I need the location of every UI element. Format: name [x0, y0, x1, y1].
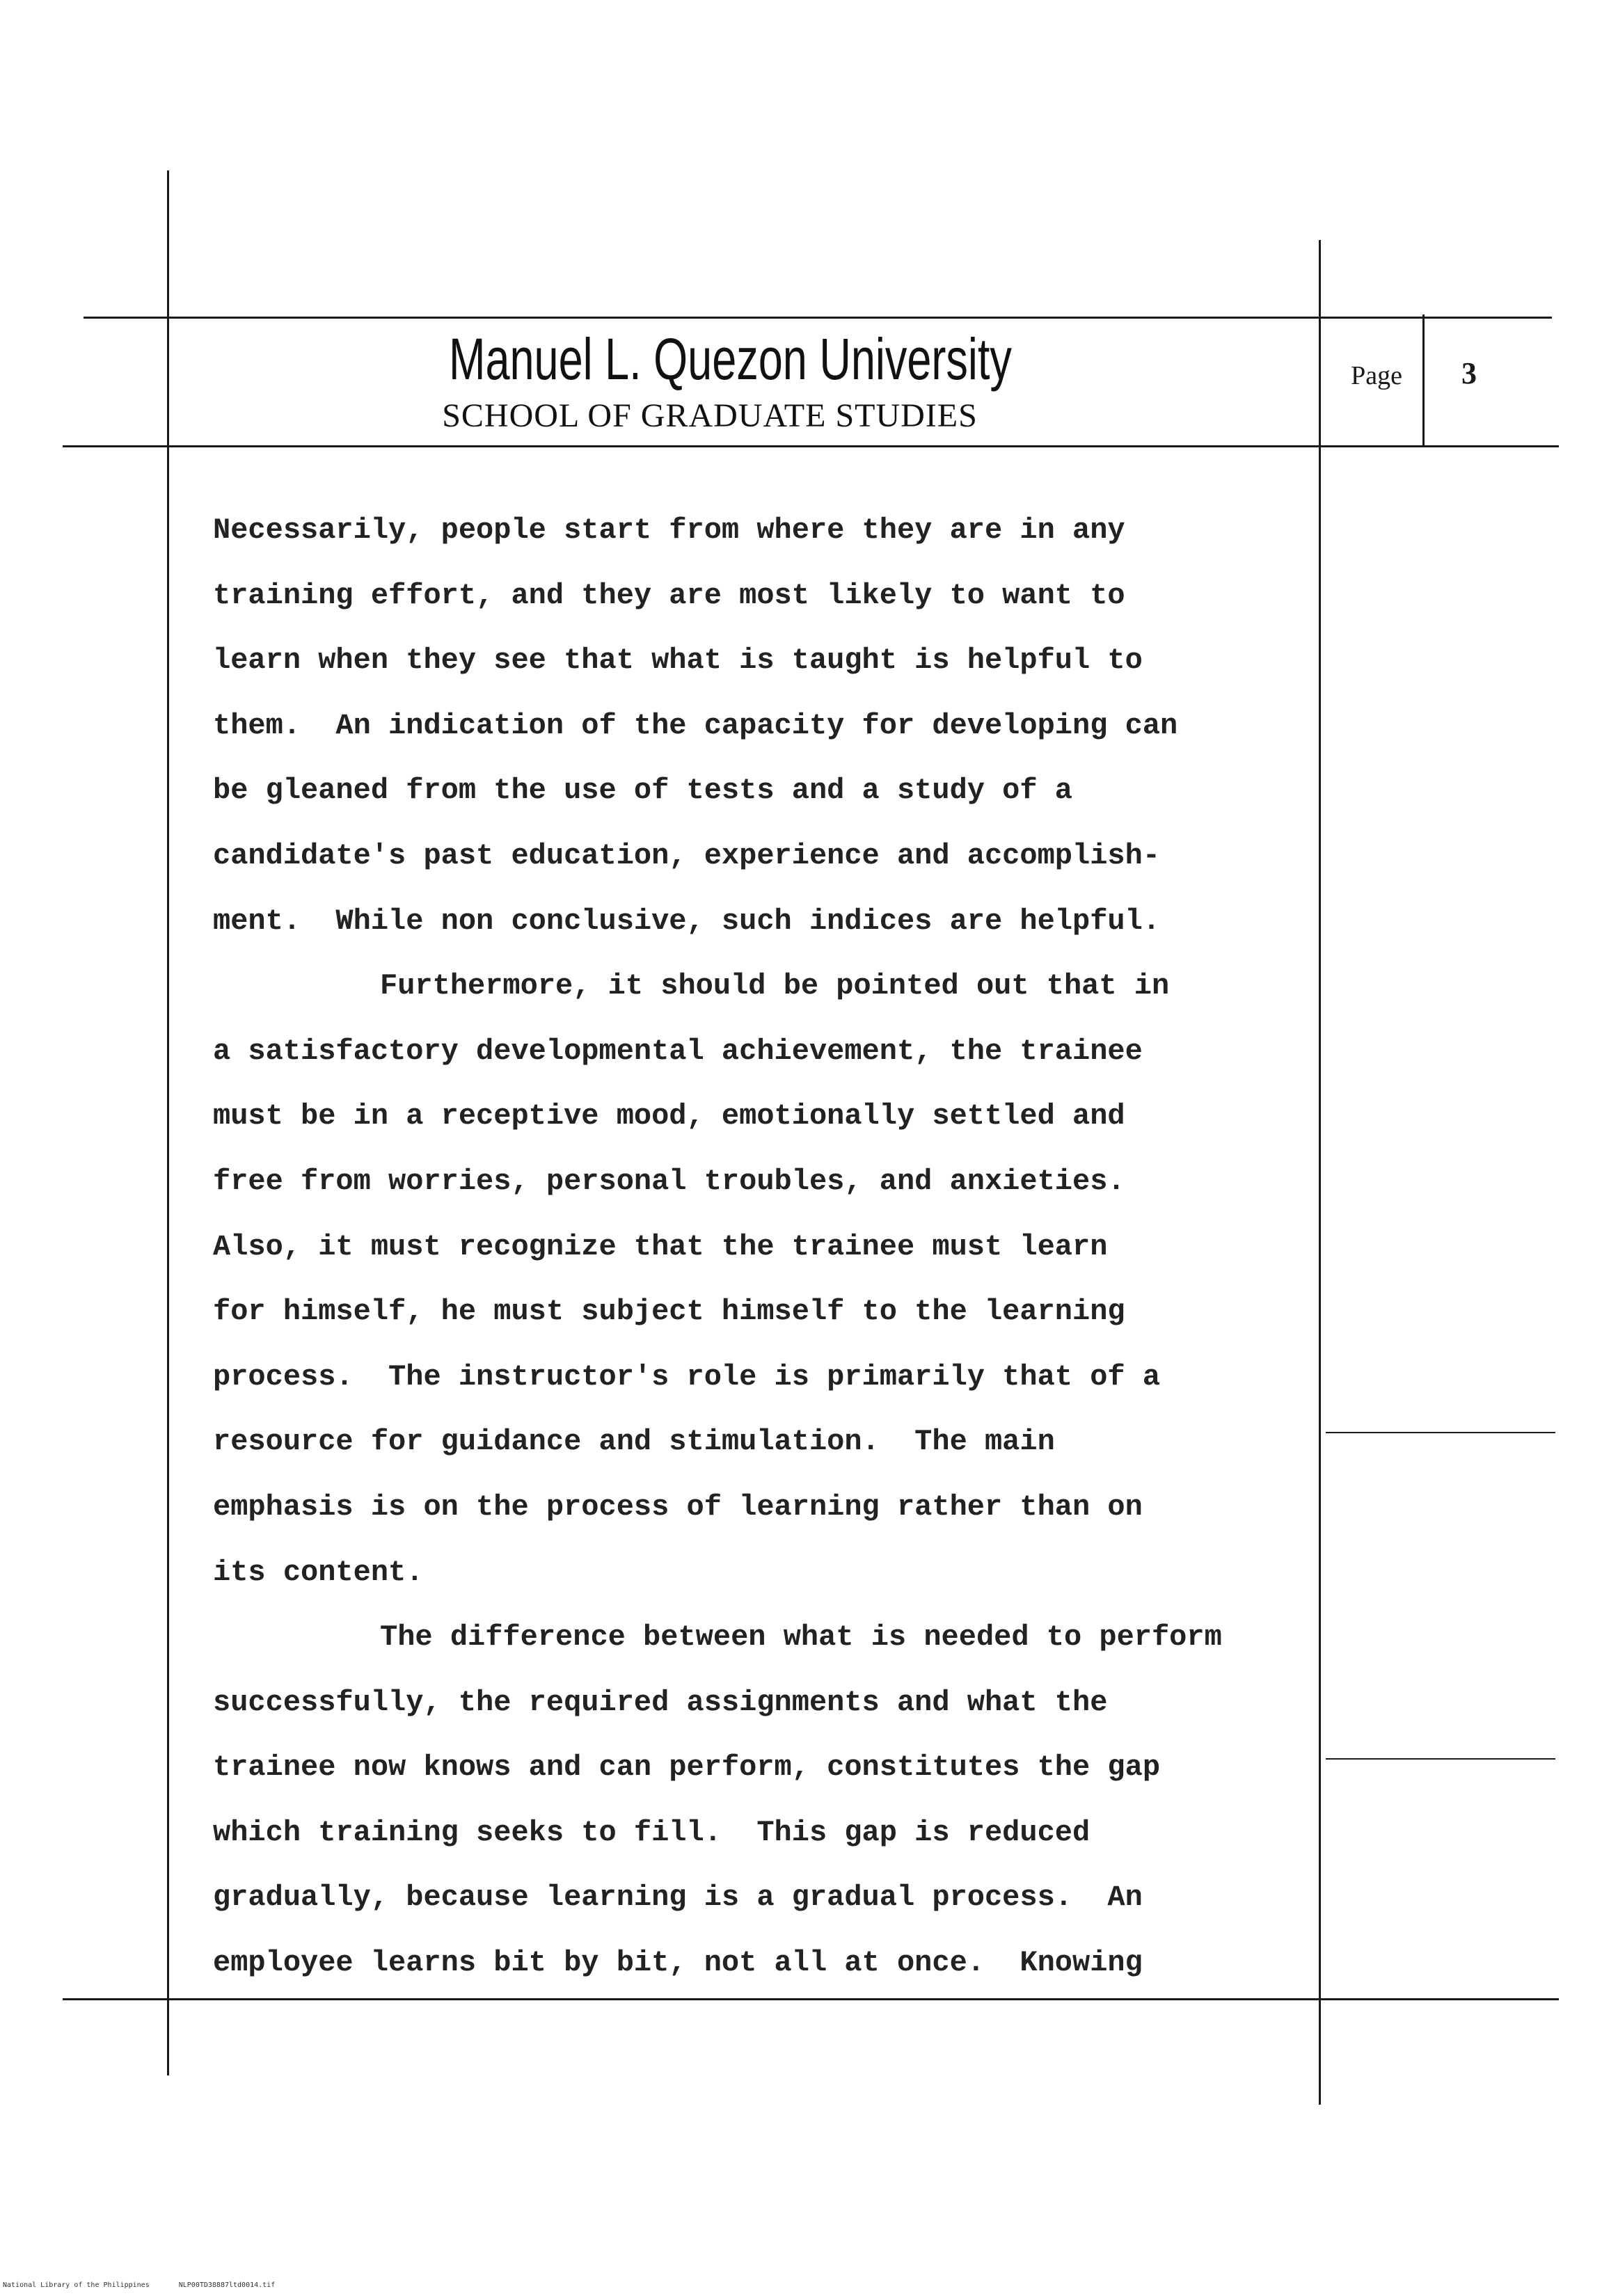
text-line: trainee now knows and can perform, constitutes the gap: [213, 1751, 1161, 1785]
text-line: its content.: [213, 1555, 424, 1589]
margin-rule-2: [1326, 1758, 1555, 1760]
page-number: 3: [1461, 356, 1477, 390]
text-line: must be in a receptive mood, emotionally settled and: [213, 1099, 1125, 1133]
margin-rule-1: [1326, 1432, 1555, 1433]
text-line: employee learns bit by bit, not all at once. Knowing: [213, 1946, 1143, 1980]
text-line: resource for guidance and stimulation. The main: [213, 1425, 1055, 1459]
text-line: ment. While non conclusive, such indices are helpful.: [213, 904, 1161, 938]
header-bottom-rule: [63, 445, 1559, 447]
scan-footer: [3, 2281, 275, 2290]
header-top-rule: [84, 317, 1552, 319]
library-credit: National Library of the Philippines: [3, 2281, 150, 2289]
footer-rule: [63, 1998, 1559, 2000]
text-line: for himself, he must subject himself to the learning: [213, 1295, 1125, 1329]
text-line: be gleaned from the use of tests and a study of a: [213, 774, 1073, 808]
school-name: SCHOOL OF GRADUATE STUDIES: [442, 397, 978, 434]
text-line: The difference between what is needed to perform: [380, 1620, 1222, 1655]
text-line: a satisfactory developmental achievement, the trainee: [213, 1034, 1143, 1068]
body-text: [213, 498, 1319, 1996]
text-line: training effort, and they are most likely to want to: [213, 578, 1125, 612]
page-box-divider: [1422, 314, 1425, 447]
page-label: Page: [1351, 361, 1402, 390]
text-line: Necessarily, people start from where they are in any: [213, 513, 1125, 547]
left-margin-rule: [167, 170, 169, 2075]
text-line: them. An indication of the capacity for developing can: [213, 708, 1178, 742]
text-line: free from worries, personal troubles, and anxieties.: [213, 1164, 1125, 1198]
text-line: process. The instructor's role is primarily that of a: [213, 1360, 1161, 1394]
text-line: successfully, the required assignments and what the: [213, 1685, 1108, 1719]
file-id: NLP00TD38887ltd0014.tif: [178, 2281, 276, 2289]
text-line: gradually, because learning is a gradual process. An: [213, 1881, 1143, 1915]
text-line: candidate's past education, experience and accomplish-: [213, 838, 1161, 872]
institution-name: Manuel L. Quezon University: [449, 326, 1012, 392]
text-line: learn when they see that what is taught is helpful to: [213, 644, 1143, 678]
text-line: emphasis is on the process of learning rather than on: [213, 1490, 1143, 1524]
text-line: Also, it must recognize that the trainee must learn: [213, 1229, 1108, 1263]
text-line: which training seeks to fill. This gap is reduced: [213, 1815, 1090, 1849]
text-line: Furthermore, it should be pointed out that in: [380, 969, 1170, 1003]
